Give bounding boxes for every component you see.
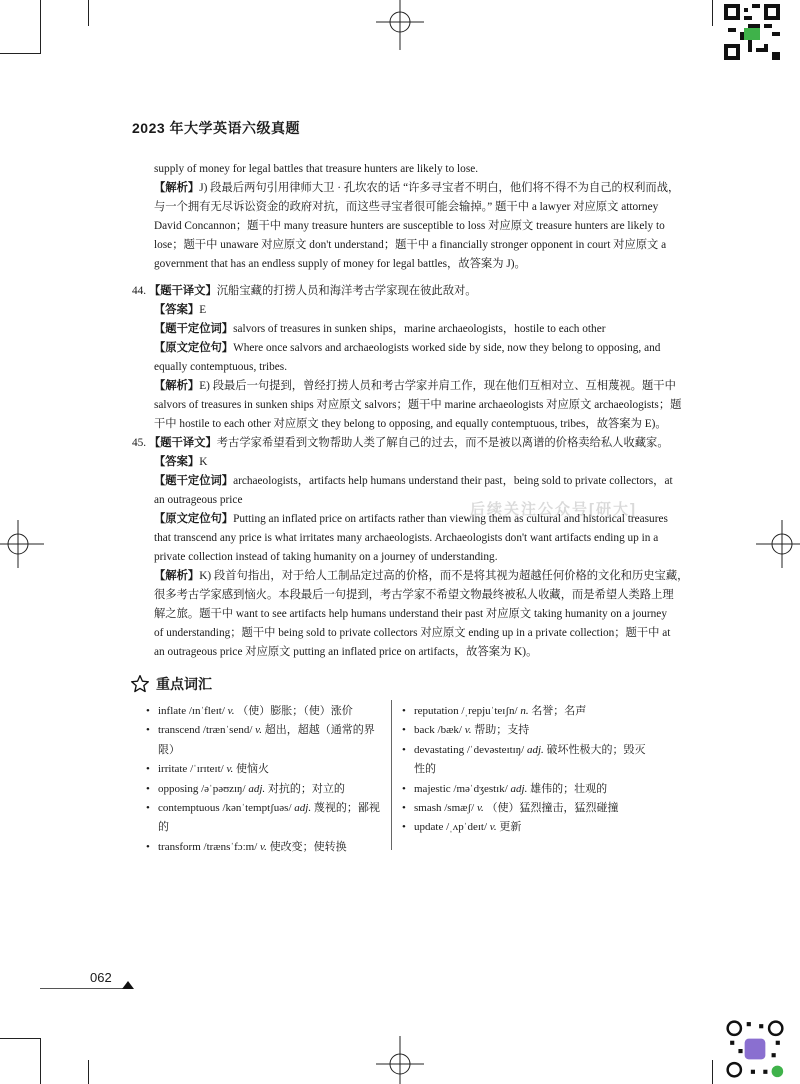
label-bracket: 【题干译文】 [148, 437, 217, 449]
text-segment: salvors of treasures in sunken ships 对应原文 salvors；题干中 marine archaeologists 对应原文 archaeologists；题 [154, 399, 682, 411]
vocab-ipa: /bæk/ [437, 724, 462, 737]
vocab-ipa: /smæʃ/ [444, 802, 475, 815]
text-line [154, 198, 658, 217]
text-segment: equally contemptuous, tribes. [154, 361, 288, 373]
vocab-pos: adj. [510, 782, 528, 795]
vocab-word: irritate [158, 763, 188, 776]
vocab-meaning: （使）猛烈撞击，猛烈碰撞 [486, 802, 619, 815]
vocab-pos: v. [227, 705, 235, 717]
registration-mark-right [756, 520, 800, 568]
label-bracket: 【解析】 [154, 570, 200, 582]
text-segment: salvors of treasures in sunken ships，marine archaeologists，hostile to each other [233, 323, 606, 335]
registration-mark-bottom [376, 1036, 424, 1084]
vocab-item [402, 818, 652, 837]
vocab-item [146, 780, 384, 799]
vocab-word: contemptuous [158, 802, 220, 815]
vocab-item [146, 702, 384, 721]
text-line [154, 179, 679, 198]
vocab-ipa: /kənˈtemptʃuəs/ [222, 802, 292, 815]
text-segment: of understanding；题干中 being sold to private collectors 对应原文 ending up in a private collection；题干中 at [154, 627, 671, 639]
vocab-meaning: 帮助；支持 [474, 724, 530, 737]
label-bracket: 【答案】 [154, 304, 200, 316]
text-segment: private collection instead of taking humanity on a journey of understanding. [154, 551, 498, 563]
vocab-item [402, 780, 652, 799]
text-segment: supply of money for legal battles that treasure hunters are likely to lose. [154, 163, 479, 175]
vocab-pos: v. [260, 840, 267, 853]
text-line [154, 624, 670, 643]
vocab-ipa: /ɪnˈfleɪt/ [188, 705, 225, 717]
vocab-word: smash [414, 802, 442, 815]
vocab-pos: adj. [294, 802, 312, 815]
vocab-pos: v. [255, 724, 262, 737]
vocab-ipa: /ˈɪrɪteɪt/ [190, 763, 224, 776]
text-segment: 解之旅。题干中 want to see artifacts help humans understand their past 对应原文 taking humanity on a journey [154, 608, 667, 620]
text-segment: Putting an inflated price on artifacts rather than viewing them as cultural and historical treasures [233, 513, 668, 525]
vocab-ipa: /trænˈsend/ [202, 724, 253, 737]
vocab-ipa: /məˈdʒestɪk/ [453, 782, 508, 795]
registration-mark-top [376, 0, 424, 50]
text-line [154, 643, 537, 662]
text-segment: J) 段最后两句引用律师大卫 · 孔坎农的话 “许多寻宝者不明白，他们将不得不为自己的权利而战， [199, 182, 680, 194]
vocab-word: update [414, 821, 444, 834]
text-line [154, 605, 667, 624]
text-segment: that transcend any price is what irritates many archaeologists. Archaeologists don't want artifacts ending up in a [154, 532, 659, 544]
text-segment: 干中 hostile to each other 对应原文 they belong to opposing, and equally contemptuous, tribes，故答案为 E)。 [154, 418, 667, 430]
text-line [154, 160, 478, 179]
vocab-item [402, 702, 652, 721]
vocab-pos: v. [464, 724, 472, 737]
vocab-word: devastating [414, 743, 465, 756]
text-line [154, 236, 666, 255]
vocab-word: reputation [414, 705, 459, 717]
text-line [154, 415, 667, 434]
text-segment: an outrageous price 对应原文 putting an inflated price on artifacts，故答案为 K)。 [154, 646, 538, 658]
vocab-ipa: /ˈdevəsteɪtɪŋ/ [466, 743, 525, 756]
text-segment: David Concannon；题干中 many treasure hunters are susceptible to loss 对应原文 treasure hunters are likely to [154, 220, 665, 232]
vocab-meaning: 使恼火 [236, 763, 270, 776]
vocab-pos: adj. [526, 743, 544, 756]
vocab-pos: adj. [248, 782, 266, 795]
triangle-icon [122, 981, 134, 989]
label-bracket: 【题干定位词】 [154, 475, 234, 487]
text-line [154, 358, 287, 377]
text-segment: E [199, 304, 207, 316]
text-line [154, 529, 658, 548]
text-segment: an outrageous price [154, 494, 243, 506]
vocab-meaning: 名誉；名声 [531, 705, 587, 717]
vocab-item [146, 721, 384, 760]
footer-rule [40, 988, 128, 989]
vocab-ipa: /ˌʌpˈdeɪt/ [446, 821, 488, 834]
vocab-word: inflate [158, 705, 187, 717]
qr-code-icon [724, 4, 780, 60]
text-segment: 沉船宝藏的打捞人员和海洋考古学家现在彼此敌对。 [216, 285, 477, 297]
vocab-item [402, 799, 652, 818]
vocab-ipa: /trænsˈfɔːm/ [203, 840, 258, 853]
vocab-item [402, 741, 652, 780]
vocab-pos: v. [476, 802, 484, 815]
vocab-word: back [414, 724, 435, 737]
vocab-word: majestic [414, 782, 451, 795]
text-segment: 45. [132, 437, 149, 449]
vocab-word: transcend [158, 724, 201, 737]
text-line [154, 320, 605, 339]
text-segment: K [199, 456, 208, 468]
label-bracket: 【题干定位词】 [154, 323, 234, 335]
text-line [154, 377, 676, 396]
label-bracket: 【原文定位句】 [154, 342, 234, 354]
vocab-pos: n. [520, 705, 529, 717]
text-segment: Where once salvors and archaeologists worked side by side, now they belong to opposing, and [233, 342, 661, 354]
text-line [154, 339, 660, 358]
vocab-meaning: 雄伟的；壮观的 [530, 782, 608, 795]
text-line [154, 255, 526, 274]
vocab-meaning: 蔑视的；鄙视的 [158, 802, 380, 834]
star-icon [130, 674, 150, 694]
vocab-meaning: 更新 [499, 821, 522, 834]
text-segment: K) 段首句指出，对于给人工制品定过高的价格，而不是将其视为超越任何价格的文化和历史宝藏， [199, 570, 689, 582]
vocab-list-right [402, 702, 652, 838]
page-number: 062 [90, 970, 112, 985]
vocab-meaning: 超出，超越（通常的界限） [158, 724, 375, 756]
vocab-item [146, 799, 384, 838]
vocab-item [402, 721, 652, 740]
text-segment: 44. [132, 285, 149, 297]
vocab-heading: 重点词汇 [156, 676, 212, 692]
text-line [154, 491, 242, 510]
vocab-item [146, 838, 384, 857]
vocab-word: opposing [158, 782, 199, 795]
text-line [132, 282, 477, 301]
text-segment: archaeologists，artifacts help humans understand their past，being sold to private collectors，at [233, 475, 673, 487]
vocab-meaning: 使改变；使转换 [269, 840, 347, 853]
vocab-ipa: /əˈpəʊzɪŋ/ [201, 782, 246, 795]
text-line [154, 396, 681, 415]
vocab-meaning: （使）膨胀；（使）涨价 [237, 705, 353, 717]
text-segment: government that has an endless supply of money for legal battles，故答案为 J)。 [154, 258, 526, 270]
vocab-meaning: 破坏性极大的；毁灭性的 [414, 743, 646, 776]
label-bracket: 【题干译文】 [148, 285, 217, 297]
text-line [154, 472, 673, 491]
registration-mark-left [0, 520, 44, 568]
text-line [154, 453, 207, 472]
text-line [132, 434, 669, 453]
qr-code-bottom-icon [726, 1020, 784, 1078]
text-segment: 与一个拥有无尽诉讼资金的政府对抗，而这些寻宝者很可能会输掉。” 题干中 a lawyer 对应原文 attorney [154, 201, 659, 213]
label-bracket: 【解析】 [154, 380, 200, 392]
text-line [154, 567, 688, 586]
vocab-item [146, 760, 384, 779]
text-line [154, 548, 498, 567]
vocab-ipa: /ˌrepjuˈteɪʃn/ [461, 705, 518, 717]
text-segment: 很多考古学家感到恼火。本段最后一句提到，考古学家不希望文物最终被私人收藏，而是希望人类路上理 [154, 589, 674, 601]
text-segment: 考古学家希望看到文物帮助人类了解自己的过去，而不是被以离谱的价格卖给私人收藏家。 [216, 437, 669, 449]
label-bracket: 【解析】 [154, 182, 200, 194]
vocab-pos: v. [226, 763, 234, 776]
text-line [154, 301, 206, 320]
vocab-divider [391, 700, 392, 850]
text-segment: lose；题干中 unaware 对应原文 don't understand；题干中 a financially stronger opponent in court 对应原文 a [154, 239, 667, 251]
page-header-title: 2023 年大学英语六级真题 [132, 120, 301, 136]
vocab-word: transform [158, 840, 201, 853]
text-segment: E) 段最后一句提到，曾经打捞人员和考古学家并肩工作，现在他们互相对立、互相蔑视。题干中 [199, 380, 676, 392]
vocab-list-left [146, 702, 384, 857]
text-line [154, 586, 674, 605]
label-bracket: 【答案】 [154, 456, 200, 468]
vocab-meaning: 对抗的；对立的 [267, 782, 345, 795]
text-line [154, 217, 665, 236]
label-bracket: 【原文定位句】 [154, 513, 234, 525]
vocab-pos: v. [489, 821, 497, 834]
watermark: 后续关注公众号[研大] [470, 501, 637, 518]
